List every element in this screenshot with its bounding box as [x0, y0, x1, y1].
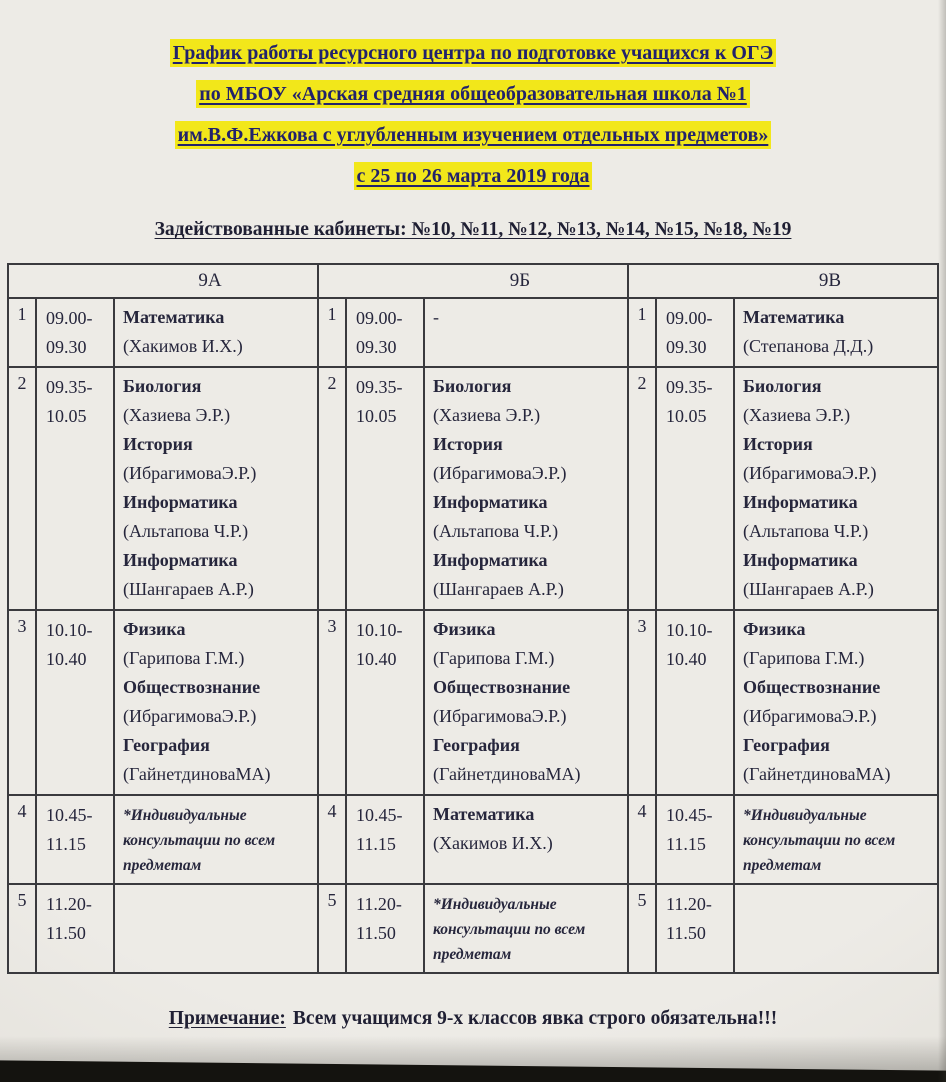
- teacher-name: (Степанова Д.Д.): [743, 336, 874, 356]
- time-slot: 09.35-10.05: [346, 367, 424, 610]
- subjects-cell: [424, 367, 628, 610]
- title-line: [0, 77, 946, 113]
- class-header-9b: 9Б: [318, 264, 628, 298]
- period-number: 3: [8, 610, 36, 795]
- subject-name: Математика: [433, 804, 535, 824]
- time-slot: 10.45-11.15: [36, 795, 114, 884]
- teacher-name: (Гарипова Г.М.): [743, 648, 865, 668]
- teacher-name: (Альтапова Ч.Р.): [433, 521, 559, 541]
- subjects-cell: [424, 610, 628, 795]
- highlighted-title-text: с 25 по 26 марта 2019 года: [356, 165, 590, 187]
- individual-consultations-note: *Индивидуальные консультации по всем предметам: [122, 807, 276, 874]
- time-slot: 10.45-11.15: [346, 795, 424, 884]
- teacher-name: (ИбрагимоваЭ.Р.): [122, 463, 257, 483]
- teacher-name: (Хазиева Э.Р.): [122, 405, 231, 425]
- subject-name: Биология: [433, 376, 512, 396]
- subjects-cell: [114, 367, 318, 610]
- teacher-name: (Хакимов И.Х.): [122, 336, 243, 356]
- teacher-name: (ГайнетдиноваМА): [433, 764, 581, 784]
- highlighted-title-text: График работы ресурсного центра по подготовке учащихся к ОГЭ: [172, 42, 774, 64]
- subject-name: Информатика: [743, 550, 858, 570]
- class-header-9v: 9В: [628, 264, 938, 298]
- subjects-cell: [424, 795, 628, 884]
- subject-name: Информатика: [433, 492, 548, 512]
- teacher-name: (ИбрагимоваЭ.Р.): [743, 463, 877, 483]
- subjects-cell: [734, 367, 938, 610]
- subjects-cell: [114, 795, 318, 884]
- teacher-name: (Альтапова Ч.Р.): [743, 521, 869, 541]
- subjects-cell: [114, 610, 318, 795]
- subjects-cell: [734, 795, 938, 884]
- individual-consultations-note: *Индивидуальные консультации по всем предметам: [433, 896, 586, 963]
- subject-name: Биология: [743, 376, 822, 396]
- subject-name: Информатика: [433, 550, 548, 570]
- time-slot: 10.10-10.40: [36, 610, 114, 795]
- teacher-name: (ГайнетдиноваМА): [122, 764, 271, 784]
- schedule-row: [8, 795, 938, 884]
- teacher-name: (Шангараев А.Р.): [743, 579, 874, 599]
- period-number: 3: [318, 610, 346, 795]
- schedule-table: [7, 263, 939, 974]
- time-slot: 11.20-11.50: [656, 884, 734, 973]
- period-number: 1: [8, 298, 36, 367]
- subject-name: Информатика: [122, 492, 238, 512]
- subjects-cell: [734, 298, 938, 367]
- time-slot: 10.10-10.40: [656, 610, 734, 795]
- period-number: 4: [318, 795, 346, 884]
- subjects-cell-empty: [114, 884, 318, 973]
- class-header-9a: 9А: [8, 264, 318, 298]
- period-number: 2: [628, 367, 656, 610]
- period-number: 5: [628, 884, 656, 973]
- period-number: 2: [318, 367, 346, 610]
- schedule-row: [8, 884, 938, 973]
- teacher-name: (ИбрагимоваЭ.Р.): [433, 706, 567, 726]
- title-line: [0, 118, 946, 154]
- table-header-row: [8, 264, 938, 298]
- teacher-name: (ИбрагимоваЭ.Р.): [122, 706, 257, 726]
- subject-name: Информатика: [122, 550, 238, 570]
- teacher-name: (Гарипова Г.М.): [122, 648, 245, 668]
- highlighted-title-text: по МБОУ «Арская средняя общеобразовательная школа №1: [199, 83, 747, 105]
- individual-consultations-note: *Индивидуальные консультации по всем предметам: [743, 807, 896, 874]
- teacher-name: (Альтапова Ч.Р.): [122, 521, 249, 541]
- teacher-name: (ГайнетдиноваМА): [743, 764, 891, 784]
- time-slot: 09.35-10.05: [656, 367, 734, 610]
- schedule-row: [8, 367, 938, 610]
- cabinets-line: Задействованные кабинеты: №10, №11, №12, №13, №14, №15, №18, №19: [154, 219, 792, 240]
- subject-name: Физика: [743, 619, 806, 639]
- period-number: 1: [318, 298, 346, 367]
- time-slot: 11.20-11.50: [346, 884, 424, 973]
- teacher-name: (ИбрагимоваЭ.Р.): [433, 463, 567, 483]
- title-line: [0, 159, 946, 195]
- time-slot: 09.00-09.30: [656, 298, 734, 367]
- subject-name: История: [122, 434, 193, 454]
- subject-name: Информатика: [743, 492, 858, 512]
- teacher-name: (Гарипова Г.М.): [433, 648, 555, 668]
- period-number: 4: [8, 795, 36, 884]
- period-number: 4: [628, 795, 656, 884]
- subject-name: Обществознание: [743, 677, 881, 697]
- subject-name: Математика: [743, 307, 845, 327]
- period-number: 1: [628, 298, 656, 367]
- subject-name: Физика: [122, 619, 186, 639]
- subject-name: Физика: [433, 619, 496, 639]
- subject-name: История: [433, 434, 503, 454]
- subjects-cell: [114, 298, 318, 367]
- teacher-name: (Хазиева Э.Р.): [743, 405, 851, 425]
- empty-dash: -: [433, 307, 439, 327]
- subject-name: Обществознание: [122, 677, 261, 697]
- teacher-name: (Шангараев А.Р.): [433, 579, 564, 599]
- subjects-cell: [424, 884, 628, 973]
- document-title: [0, 0, 946, 195]
- schedule-row: [8, 298, 938, 367]
- highlighted-title-text: им.В.Ф.Ежкова с углубленным изучением отдельных предметов»: [177, 124, 769, 146]
- period-number: 5: [8, 884, 36, 973]
- subjects-cell-empty: [734, 884, 938, 973]
- schedule-row: [8, 610, 938, 795]
- subject-name: История: [743, 434, 813, 454]
- period-number: 3: [628, 610, 656, 795]
- title-line: [0, 36, 946, 72]
- scan-bottom-shadow: [0, 1036, 946, 1082]
- time-slot: 10.45-11.15: [656, 795, 734, 884]
- subject-name: Обществознание: [433, 677, 571, 697]
- period-number: 2: [8, 367, 36, 610]
- teacher-name: (Хакимов И.Х.): [433, 833, 553, 853]
- subjects-cell: [734, 610, 938, 795]
- subject-name: Математика: [122, 307, 225, 327]
- time-slot: 10.10-10.40: [346, 610, 424, 795]
- note-text: Всем учащимся 9-х классов явка строго обязательна!!!: [292, 1008, 778, 1029]
- time-slot: 09.00-09.30: [346, 298, 424, 367]
- note-label: Примечание:: [168, 1008, 286, 1029]
- teacher-name: (ИбрагимоваЭ.Р.): [743, 706, 877, 726]
- time-slot: 09.00-09.30: [36, 298, 114, 367]
- scan-bottom-edge: [0, 1052, 946, 1082]
- time-slot: 09.35-10.05: [36, 367, 114, 610]
- time-slot: 11.20-11.50: [36, 884, 114, 973]
- teacher-name: (Хазиева Э.Р.): [433, 405, 541, 425]
- subject-name: Биология: [122, 376, 202, 396]
- teacher-name: (Шангараев А.Р.): [122, 579, 254, 599]
- subjects-cell: [424, 298, 628, 367]
- subject-name: География: [743, 735, 830, 755]
- note-line: [0, 1008, 946, 1030]
- subject-name: География: [122, 735, 210, 755]
- subject-name: География: [433, 735, 520, 755]
- period-number: 5: [318, 884, 346, 973]
